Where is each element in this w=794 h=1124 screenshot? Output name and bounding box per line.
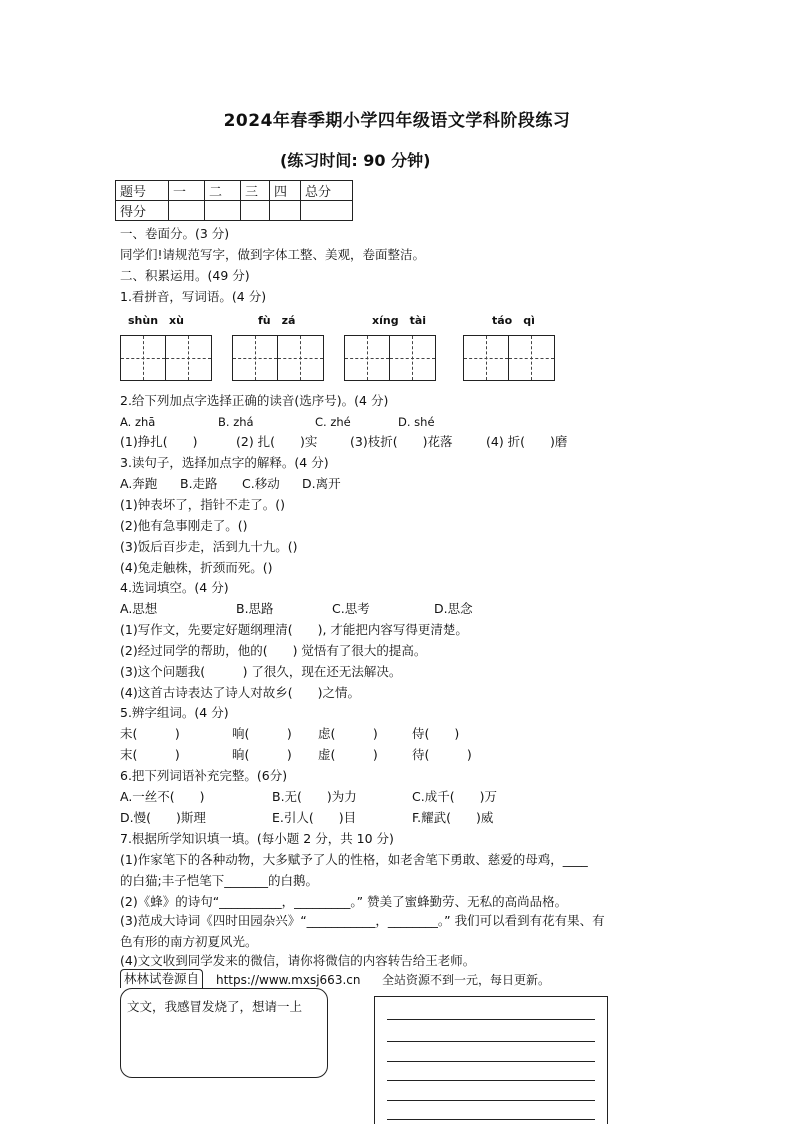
answer-line (387, 1019, 595, 1020)
q7-line: 色有形的南方初夏风光。 (120, 934, 258, 949)
q3-item: (4)兔走触株，折颈而死。() (120, 560, 273, 575)
q4-item: (2)经过同学的帮助，他的( ) 觉悟有了很大的提高。 (120, 643, 427, 658)
q6-item: C.成千( )万 (412, 789, 497, 804)
q3-item: (3)饭后百步走，活到九十九。() (120, 539, 298, 554)
q2-heading: 2.给下列加点字选择正确的读音(选序号)。(4 分) (120, 393, 389, 408)
q4-option: D.思念 (434, 601, 473, 616)
q2-item: (4) 折( )磨 (486, 434, 568, 449)
q7-line: (3)范成大诗词《四时田园杂兴》“___________，________。” 我们可以看到有花有果、有 (120, 913, 605, 928)
answer-line (387, 1041, 595, 1042)
score-table-cell: 二 (205, 181, 241, 201)
q5-heading: 5.辨字组词。(4 分) (120, 705, 229, 720)
score-table (115, 180, 353, 221)
q5-item: 待( ) (412, 747, 472, 762)
page-title: 2024年春季期小学四年级语文学科阶段练习 (223, 111, 571, 131)
score-input-cell[interactable] (241, 201, 270, 221)
pinyin-label: shùn xù (128, 314, 184, 327)
score-input-cell[interactable] (270, 201, 301, 221)
answer-line (387, 1100, 595, 1101)
q2-item: (2) 扎( )实 (236, 434, 318, 449)
pinyin-label: fù zá (258, 314, 296, 327)
q6-item: E.引人( )目 (272, 810, 357, 825)
wechat-message-text: 文文，我感冒发烧了，想请一上 (127, 999, 303, 1014)
q3-option: C.移动 (242, 476, 280, 491)
q5-item: 侍( ) (412, 726, 460, 741)
q4-option: C.思考 (332, 601, 370, 616)
score-table-cell: 三 (241, 181, 270, 201)
q4-item: (1)写作文，先要定好题纲理清( ), 才能把内容写得更清楚。 (120, 622, 468, 637)
score-table-cell: 得分 (116, 201, 169, 221)
grid-cell[interactable] (390, 336, 435, 380)
grid-cell[interactable] (464, 336, 509, 380)
score-input-cell[interactable] (301, 201, 353, 221)
q5-item: 末( ) (120, 747, 180, 762)
q6-item: F.耀武( )威 (412, 810, 494, 825)
answer-box[interactable] (374, 996, 608, 1124)
q3-item: (2)他有急事刚走了。() (120, 518, 248, 533)
q3-item: (1)钟表坏了，指针不走了。() (120, 497, 285, 512)
q2-option: D. shé (398, 415, 435, 429)
section-1-heading: 一、卷面分。(3 分) (120, 226, 230, 241)
q4-item: (3)这个问题我( ) 了很久，现在还无法解决。 (120, 664, 402, 679)
score-table-cell: 四 (270, 181, 301, 201)
q5-item: 响( ) (232, 726, 292, 741)
q3-option: A.奔跑 (120, 476, 158, 491)
score-table-cell: 一 (169, 181, 205, 201)
section-2-heading: 二、积累运用。(49 分) (120, 268, 250, 283)
section-1-text: 同学们!请规范写字，做到字体工整、美观，卷面整洁。 (120, 247, 426, 262)
grid-cell[interactable] (121, 336, 166, 380)
pinyin-label: táo qì (492, 314, 535, 327)
q5-item: 未( ) (120, 726, 180, 741)
q5-item: 虚( ) (318, 747, 378, 762)
writing-grid[interactable] (463, 335, 555, 381)
answer-line (387, 1080, 595, 1081)
grid-cell[interactable] (233, 336, 278, 380)
q2-item: (1)挣扎( ) (120, 434, 198, 449)
q4-option: B.思路 (236, 601, 274, 616)
writing-grid[interactable] (232, 335, 324, 381)
answer-line (387, 1061, 595, 1062)
q7-line: 的白猫;丰子恺笔下_______的白鹅。 (120, 873, 318, 888)
q2-item: (3)枝折( )花落 (350, 434, 453, 449)
q4-item: (4)这首古诗表达了诗人对故乡( )之情。 (120, 685, 360, 700)
q5-item: 晌( ) (232, 747, 292, 762)
q4-heading: 4.选词填空。(4 分) (120, 580, 229, 595)
q2-option: B. zhá (218, 415, 254, 429)
watermark-url[interactable]: https://www.mxsj663.cn (216, 973, 361, 987)
watermark-label: 林林试卷源自 (120, 969, 203, 988)
watermark-note: 全站资源不到一元，每日更新。 (382, 973, 551, 987)
score-table-header-row (116, 181, 353, 201)
q6-item: B.无( )为力 (272, 789, 357, 804)
q7-heading: 7.根据所学知识填一填。(每小题 2 分，共 10 分) (120, 831, 394, 846)
score-input-cell[interactable] (205, 201, 241, 221)
q7-line: (4)文文收到同学发来的微信，请你将微信的内容转告给王老师。 (120, 953, 476, 968)
answer-line (387, 1119, 595, 1120)
grid-cell[interactable] (166, 336, 211, 380)
score-table-cell: 题号 (116, 181, 169, 201)
wechat-message-bubble (120, 988, 328, 1078)
grid-cell[interactable] (509, 336, 554, 380)
q2-option: C. zhé (315, 415, 351, 429)
q7-line: (2)《蜂》的诗句“__________，_________。” 赞美了蜜蜂勤劳、无私的高尚品格。 (120, 894, 568, 909)
score-input-cell[interactable] (169, 201, 205, 221)
score-table-cell: 总分 (301, 181, 353, 201)
q1-heading: 1.看拼音，写词语。(4 分) (120, 289, 267, 304)
q2-option: A. zhā (120, 415, 156, 429)
grid-cell[interactable] (345, 336, 390, 380)
q6-item: A.一丝不( ) (120, 789, 205, 804)
pinyin-label: xíng tài (372, 314, 427, 327)
q5-item: 虑( ) (318, 726, 378, 741)
score-table-score-row (116, 201, 353, 221)
writing-grid[interactable] (344, 335, 436, 381)
q6-item: D.慢( )斯理 (120, 810, 206, 825)
q7-line: (1)作家笔下的各种动物，大多赋予了人的性格，如老舍笔下勇敢、慈爱的母鸡，____ (120, 852, 588, 867)
q4-option: A.思想 (120, 601, 158, 616)
q3-heading: 3.读句子，选择加点字的解释。(4 分) (120, 455, 329, 470)
exam-duration: (练习时间: 90 分钟) (280, 151, 431, 170)
grid-cell[interactable] (278, 336, 323, 380)
q6-heading: 6.把下列词语补充完整。(6分) (120, 768, 288, 783)
writing-grid[interactable] (120, 335, 212, 381)
q3-option: D.离开 (302, 476, 341, 491)
q3-option: B.走路 (180, 476, 218, 491)
